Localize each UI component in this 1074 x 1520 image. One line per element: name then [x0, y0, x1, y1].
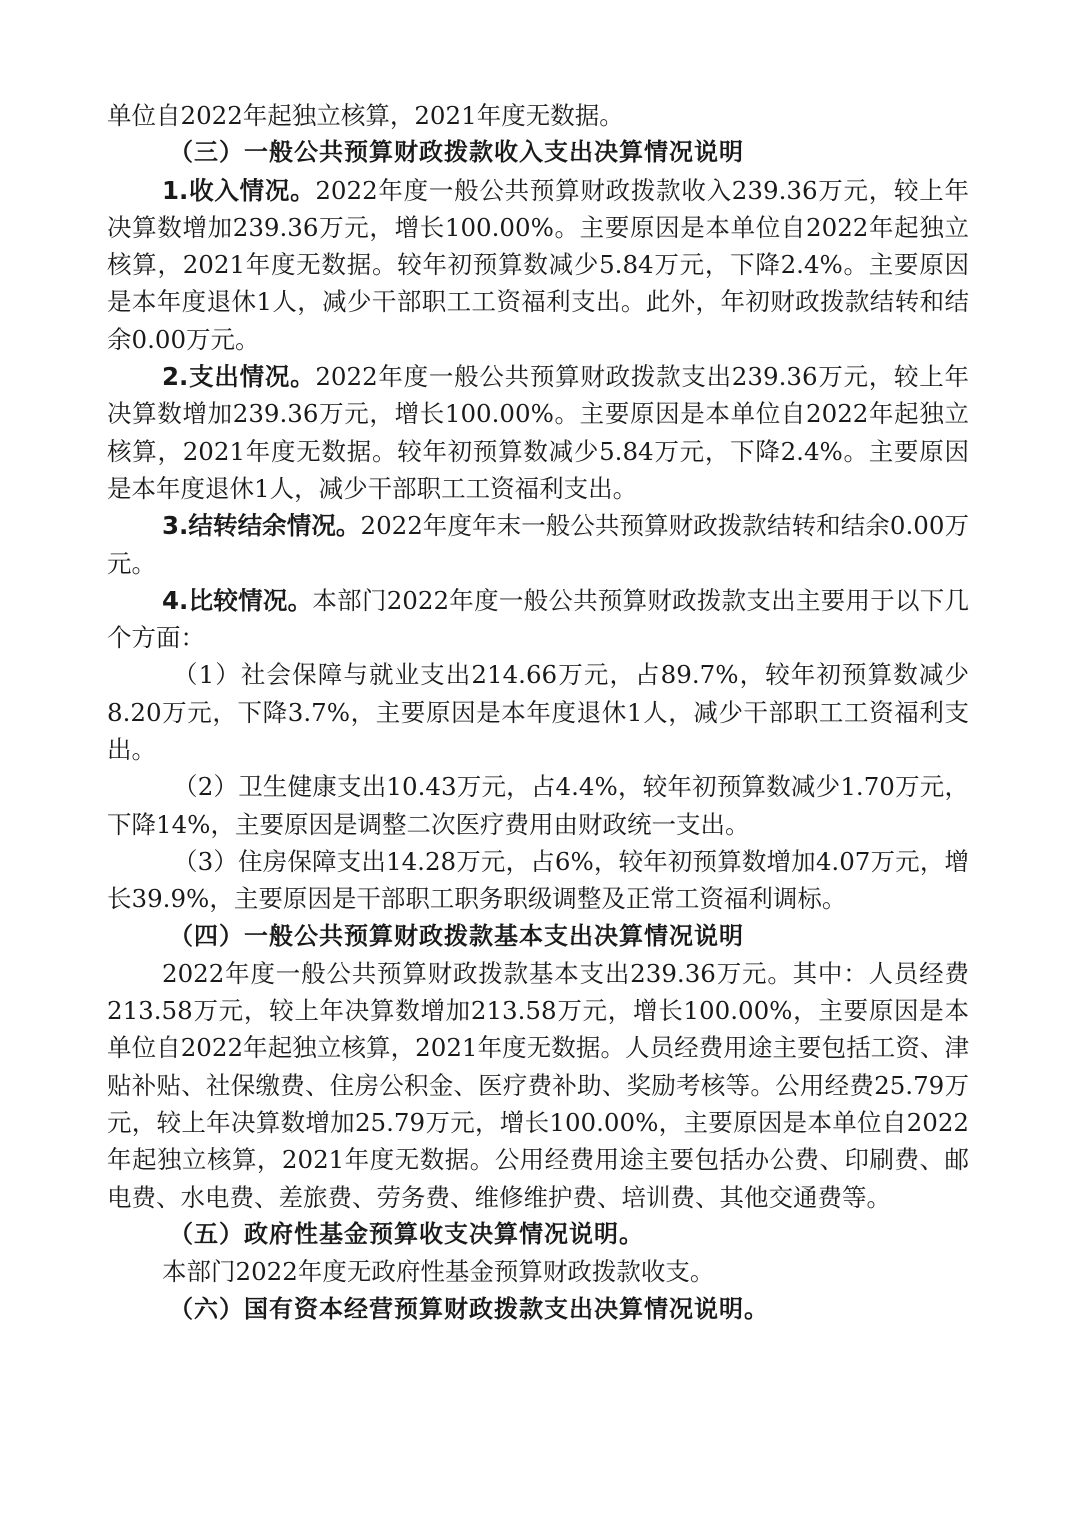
income-text: 2022年度一般公共预算财政拨款收入239.36万元，较上年决算数增加239.36万元，增长100.00%。主要原因是本单位自2022年起独立核算，2021年度无数据。较年初预算数减少5.84万元，下降2.4%。主要原因是本年度退休1人，减少干部职工工资福利支出。此外，年初财政拨款结转和结余0.00万元。	[107, 175, 969, 354]
carryover-lead: 3.结转结余情况。	[162, 511, 361, 541]
expenditure-paragraph	[107, 358, 969, 507]
housing-paragraph: （3）住房保障支出14.28万元，占6%，较年初预算数增加4.07万元，增长39.9%，主要原因是干部职工职务职级调整及正常工资福利调标。	[107, 846, 969, 914]
health-paragraph: （2）卫生健康支出10.43万元，占4.4%，较年初预算数减少1.70万元，下降14%，主要原因是调整二次医疗费用由财政统一支出。	[107, 772, 969, 839]
basic-expenditure-paragraph: 2022年度一般公共预算财政拨款基本支出239.36万元。其中：人员经费213.58万元，较上年决算数增加213.58万元，增长100.00%，主要原因是本单位自2022年起独立核算，2021年度无数据。人员经费用途主要包括工资、津贴补贴、社保缴费、住房公积金、医疗费补助、奖励考核等。公用经费25.79万元，较上年决算数增加25.79万元，增长100.00%，主要原因是本单位自2022年起独立核算，2021年度无数据。公用经费用途主要包括办公费、印刷费、邮电费、水电费、差旅费、劳务费、维修维护费、培训费、其他交通费等。	[107, 958, 969, 1212]
comparison-text: 本部门2022年度一般公共预算财政拨款支出主要用于以下几个方面：	[107, 585, 969, 653]
section-6-heading: （六）国有资本经营预算财政拨款支出决算情况说明。	[169, 1294, 769, 1323]
income-lead: 1.收入情况。	[162, 175, 316, 205]
carryover-text: 2022年度年末一般公共预算财政拨款结转和结余0.00万元。	[107, 511, 970, 578]
social-security-paragraph: （1）社会保障与就业支出214.66万元，占89.7%，较年初预算数减少8.20万元，下降3.7%，主要原因是本年度退休1人，减少干部职工工资福利支出。	[107, 660, 969, 765]
document-page	[107, 97, 969, 1328]
comparison-lead: 4.比较情况。	[162, 585, 313, 615]
expenditure-lead: 2.支出情况。	[162, 362, 316, 392]
government-fund-paragraph: 本部门2022年度无政府性基金预算财政拨款收支。	[162, 1257, 715, 1287]
expenditure-text: 2022年度一般公共预算财政拨款支出239.36万元，较上年决算数增加239.36万元，增长100.00%。主要原因是本单位自2022年起独立核算，2021年度无数据。较年初预算数减少5.84万元，下降2.4%。主要原因是本年度退休1人，减少干部职工工资福利支出。	[107, 362, 969, 503]
carryover-paragraph	[107, 507, 969, 582]
section-3-heading: （三）一般公共预算财政拨款收入支出决算情况说明	[169, 138, 744, 167]
section-4-heading: （四）一般公共预算财政拨款基本支出决算情况说明	[169, 921, 744, 950]
section-5-heading: （五）政府性基金预算收支决算情况说明。	[169, 1219, 644, 1248]
intro-tail-paragraph: 单位自2022年起独立核算，2021年度无数据。	[107, 101, 624, 130]
income-paragraph	[107, 172, 969, 358]
comparison-paragraph	[107, 582, 969, 657]
